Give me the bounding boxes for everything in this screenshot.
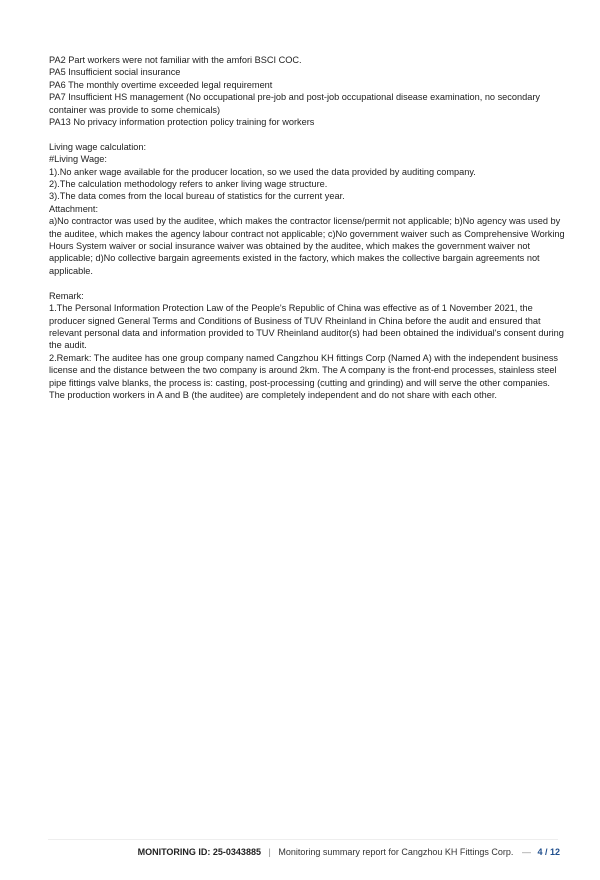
living-wage-subheading: #Living Wage: bbox=[49, 154, 107, 165]
findings-list bbox=[49, 54, 565, 128]
report-title: Monitoring summary report for Cangzhou KH Fittings Corp. bbox=[278, 847, 514, 857]
page-footer bbox=[138, 847, 560, 857]
living-wage-item: 2).The calculation methodology refers to anker living wage structure. bbox=[49, 179, 328, 190]
attachment-text: a)No contractor was used by the auditee, which makes the contractor license/permit not applicable; b)No agency was used by the auditee, which makes the agency labour contract not applicable; c)No government waiver such as Comprehensive Working Hours System waiver or social insurance waiver was obtained by the auditee, which makes the government waiver not applicable; d)No collective bargain agreements existed in the factory, which makes the collective bargain agreements not applicable. bbox=[49, 216, 565, 276]
finding-item: PA7 Insufficient HS management (No occupational pre-job and post-job occupational disease examination, no secondary container was provide to some chemicals) bbox=[49, 92, 540, 115]
spacer bbox=[49, 128, 565, 140]
living-wage-item: 1).No anker wage available for the producer location, so we used the data provided by auditing company. bbox=[49, 166, 476, 177]
finding-item: PA6 The monthly overtime exceeded legal requirement bbox=[49, 79, 273, 90]
spacer bbox=[49, 277, 565, 289]
attachment-heading: Attachment: bbox=[49, 203, 99, 214]
remark-item: 1.The Personal Information Protection Law of the People's Republic of China was effective as of 1 November 2021, the producer signed General Terms and Conditions of Business of TUV Rheinland in China before the audit and ensured that relevant personal data and information provided to TUV Rheinland auditor(s) had been obtained the individual's consent during the audit. bbox=[49, 303, 564, 351]
footer-separator: | bbox=[268, 847, 271, 857]
finding-item: PA13 No privacy information protection policy training for workers bbox=[49, 117, 315, 128]
remark-section bbox=[49, 290, 565, 402]
page-number: 4 / 12 bbox=[537, 847, 560, 857]
remark-item: 2.Remark: The auditee has one group company named Cangzhou KH fittings Corp (Named A) with the independent business license and the distance between the two company is around 2km. The A company is the front-end processes, stainless steel pipe fittings valve blanks, the process is: casting, post-processing (cutting and grinding) and will serve the other companies. The production workers in A and B (the auditee) are completely independent and do not share with each other. bbox=[49, 352, 559, 400]
living-wage-item: 3).The data comes from the local bureau of statistics for the current year. bbox=[49, 191, 345, 202]
monitoring-id: MONITORING ID: 25-0343885 bbox=[137, 847, 261, 857]
remark-heading: Remark: bbox=[49, 290, 84, 301]
footer-dash: — bbox=[521, 847, 531, 857]
living-wage-section bbox=[49, 141, 565, 277]
footer-divider bbox=[48, 839, 558, 840]
finding-item: PA5 Insufficient social insurance bbox=[49, 67, 181, 78]
living-wage-heading: Living wage calculation: bbox=[49, 141, 147, 152]
finding-item: PA2 Part workers were not familiar with the amfori BSCI COC. bbox=[49, 55, 302, 65]
document-body bbox=[49, 54, 565, 401]
